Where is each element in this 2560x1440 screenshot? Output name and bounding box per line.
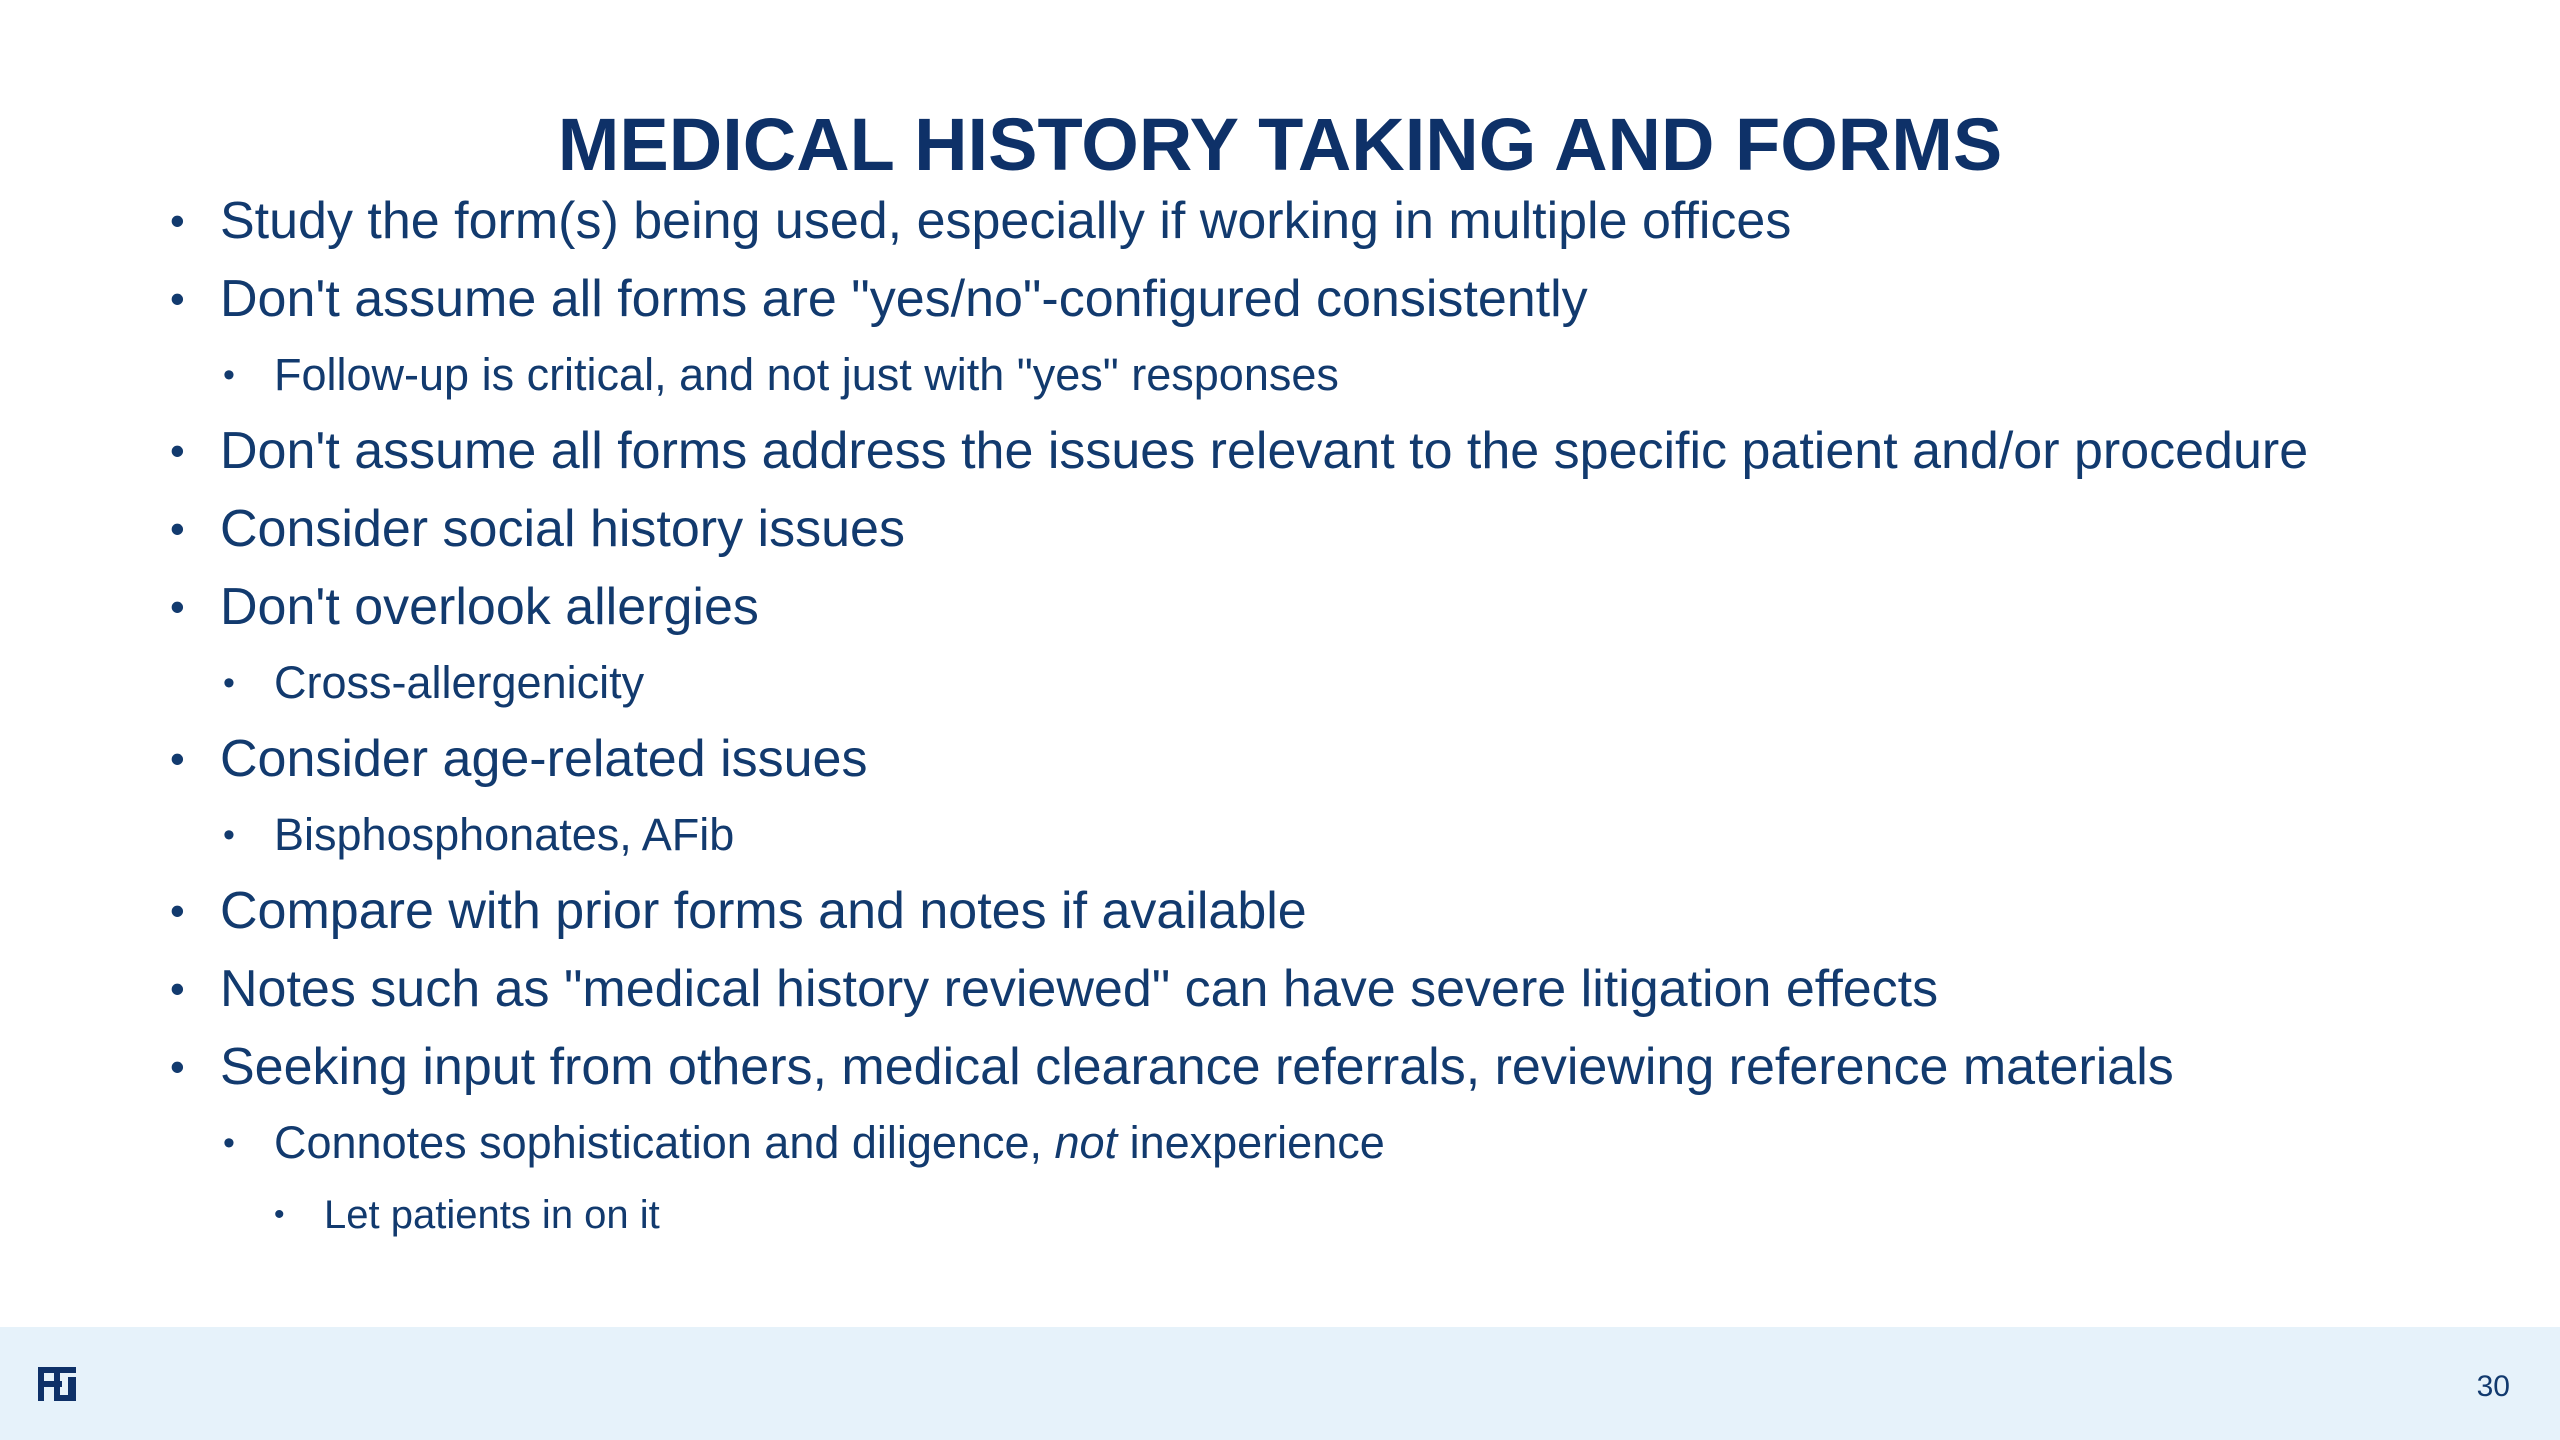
bullet-item	[0, 872, 2560, 950]
bullet-text: Cross-allergenicity	[274, 657, 645, 708]
bullet-dot-icon: •	[170, 583, 185, 630]
sub-bullet-item	[0, 1106, 2560, 1180]
bullet-text: Study the form(s) being used, especially if working in multiple offices	[220, 192, 1792, 250]
bullet-text: Notes such as "medical history reviewed" can have severe litigation effects	[220, 960, 1939, 1018]
bullet-text-emphasis: not	[1054, 1117, 1118, 1168]
sub-bullet-item	[0, 646, 2560, 720]
bullet-item	[0, 950, 2560, 1028]
bullet-text	[274, 1117, 1385, 1168]
bullet-item	[0, 412, 2560, 490]
bullet-dot-icon: •	[170, 735, 185, 782]
bullet-text: Don't overlook allergies	[220, 578, 759, 636]
bullet-list	[0, 182, 2560, 1250]
bullet-dot-icon: •	[223, 356, 235, 394]
bullet-item	[0, 182, 2560, 260]
bullet-text: Seeking input from others, medical clearance referrals, reviewing reference materials	[220, 1038, 2174, 1096]
bullet-text: Let patients in on it	[324, 1193, 660, 1237]
bullet-dot-icon: •	[170, 1043, 185, 1090]
bullet-item	[0, 490, 2560, 568]
building-logo-icon	[38, 1367, 76, 1401]
bullet-item	[0, 1028, 2560, 1106]
bullet-text: Follow-up is critical, and not just with "yes" responses	[274, 349, 1339, 400]
sub-bullet-item	[0, 338, 2560, 412]
bullet-dot-icon: •	[170, 965, 185, 1012]
bullet-dot-icon: •	[170, 275, 185, 322]
bullet-dot-icon: •	[274, 1198, 285, 1231]
bullet-dot-icon: •	[170, 427, 185, 474]
bullet-text: Consider age-related issues	[220, 730, 868, 788]
bullet-text-after: inexperience	[1117, 1117, 1385, 1168]
bullet-item	[0, 720, 2560, 798]
bullet-text: Compare with prior forms and notes if available	[220, 882, 1307, 940]
bullet-text: Bisphosphonates, AFib	[274, 809, 735, 860]
footer-bar	[0, 1327, 2560, 1440]
bullet-item	[0, 260, 2560, 338]
bullet-dot-icon: •	[223, 1124, 235, 1162]
sub-sub-bullet-item	[0, 1180, 2560, 1250]
bullet-text: Don't assume all forms address the issues relevant to the specific patient and/or procedure	[220, 422, 2309, 480]
bullet-item	[0, 568, 2560, 646]
bullet-dot-icon: •	[170, 197, 185, 244]
bullet-text-before: Connotes sophistication and diligence,	[274, 1117, 1055, 1168]
page-number: 30	[2476, 1370, 2510, 1403]
bullet-dot-icon: •	[170, 505, 185, 552]
bullet-dot-icon: •	[223, 816, 235, 854]
bullet-text: Don't assume all forms are "yes/no"-configured consistently	[220, 270, 1588, 328]
bullet-dot-icon: •	[170, 887, 185, 934]
bullet-text: Consider social history issues	[220, 500, 905, 558]
slide-title: MEDICAL HISTORY TAKING AND FORMS	[557, 102, 2003, 186]
bullet-dot-icon: •	[223, 664, 235, 702]
sub-bullet-item	[0, 798, 2560, 872]
